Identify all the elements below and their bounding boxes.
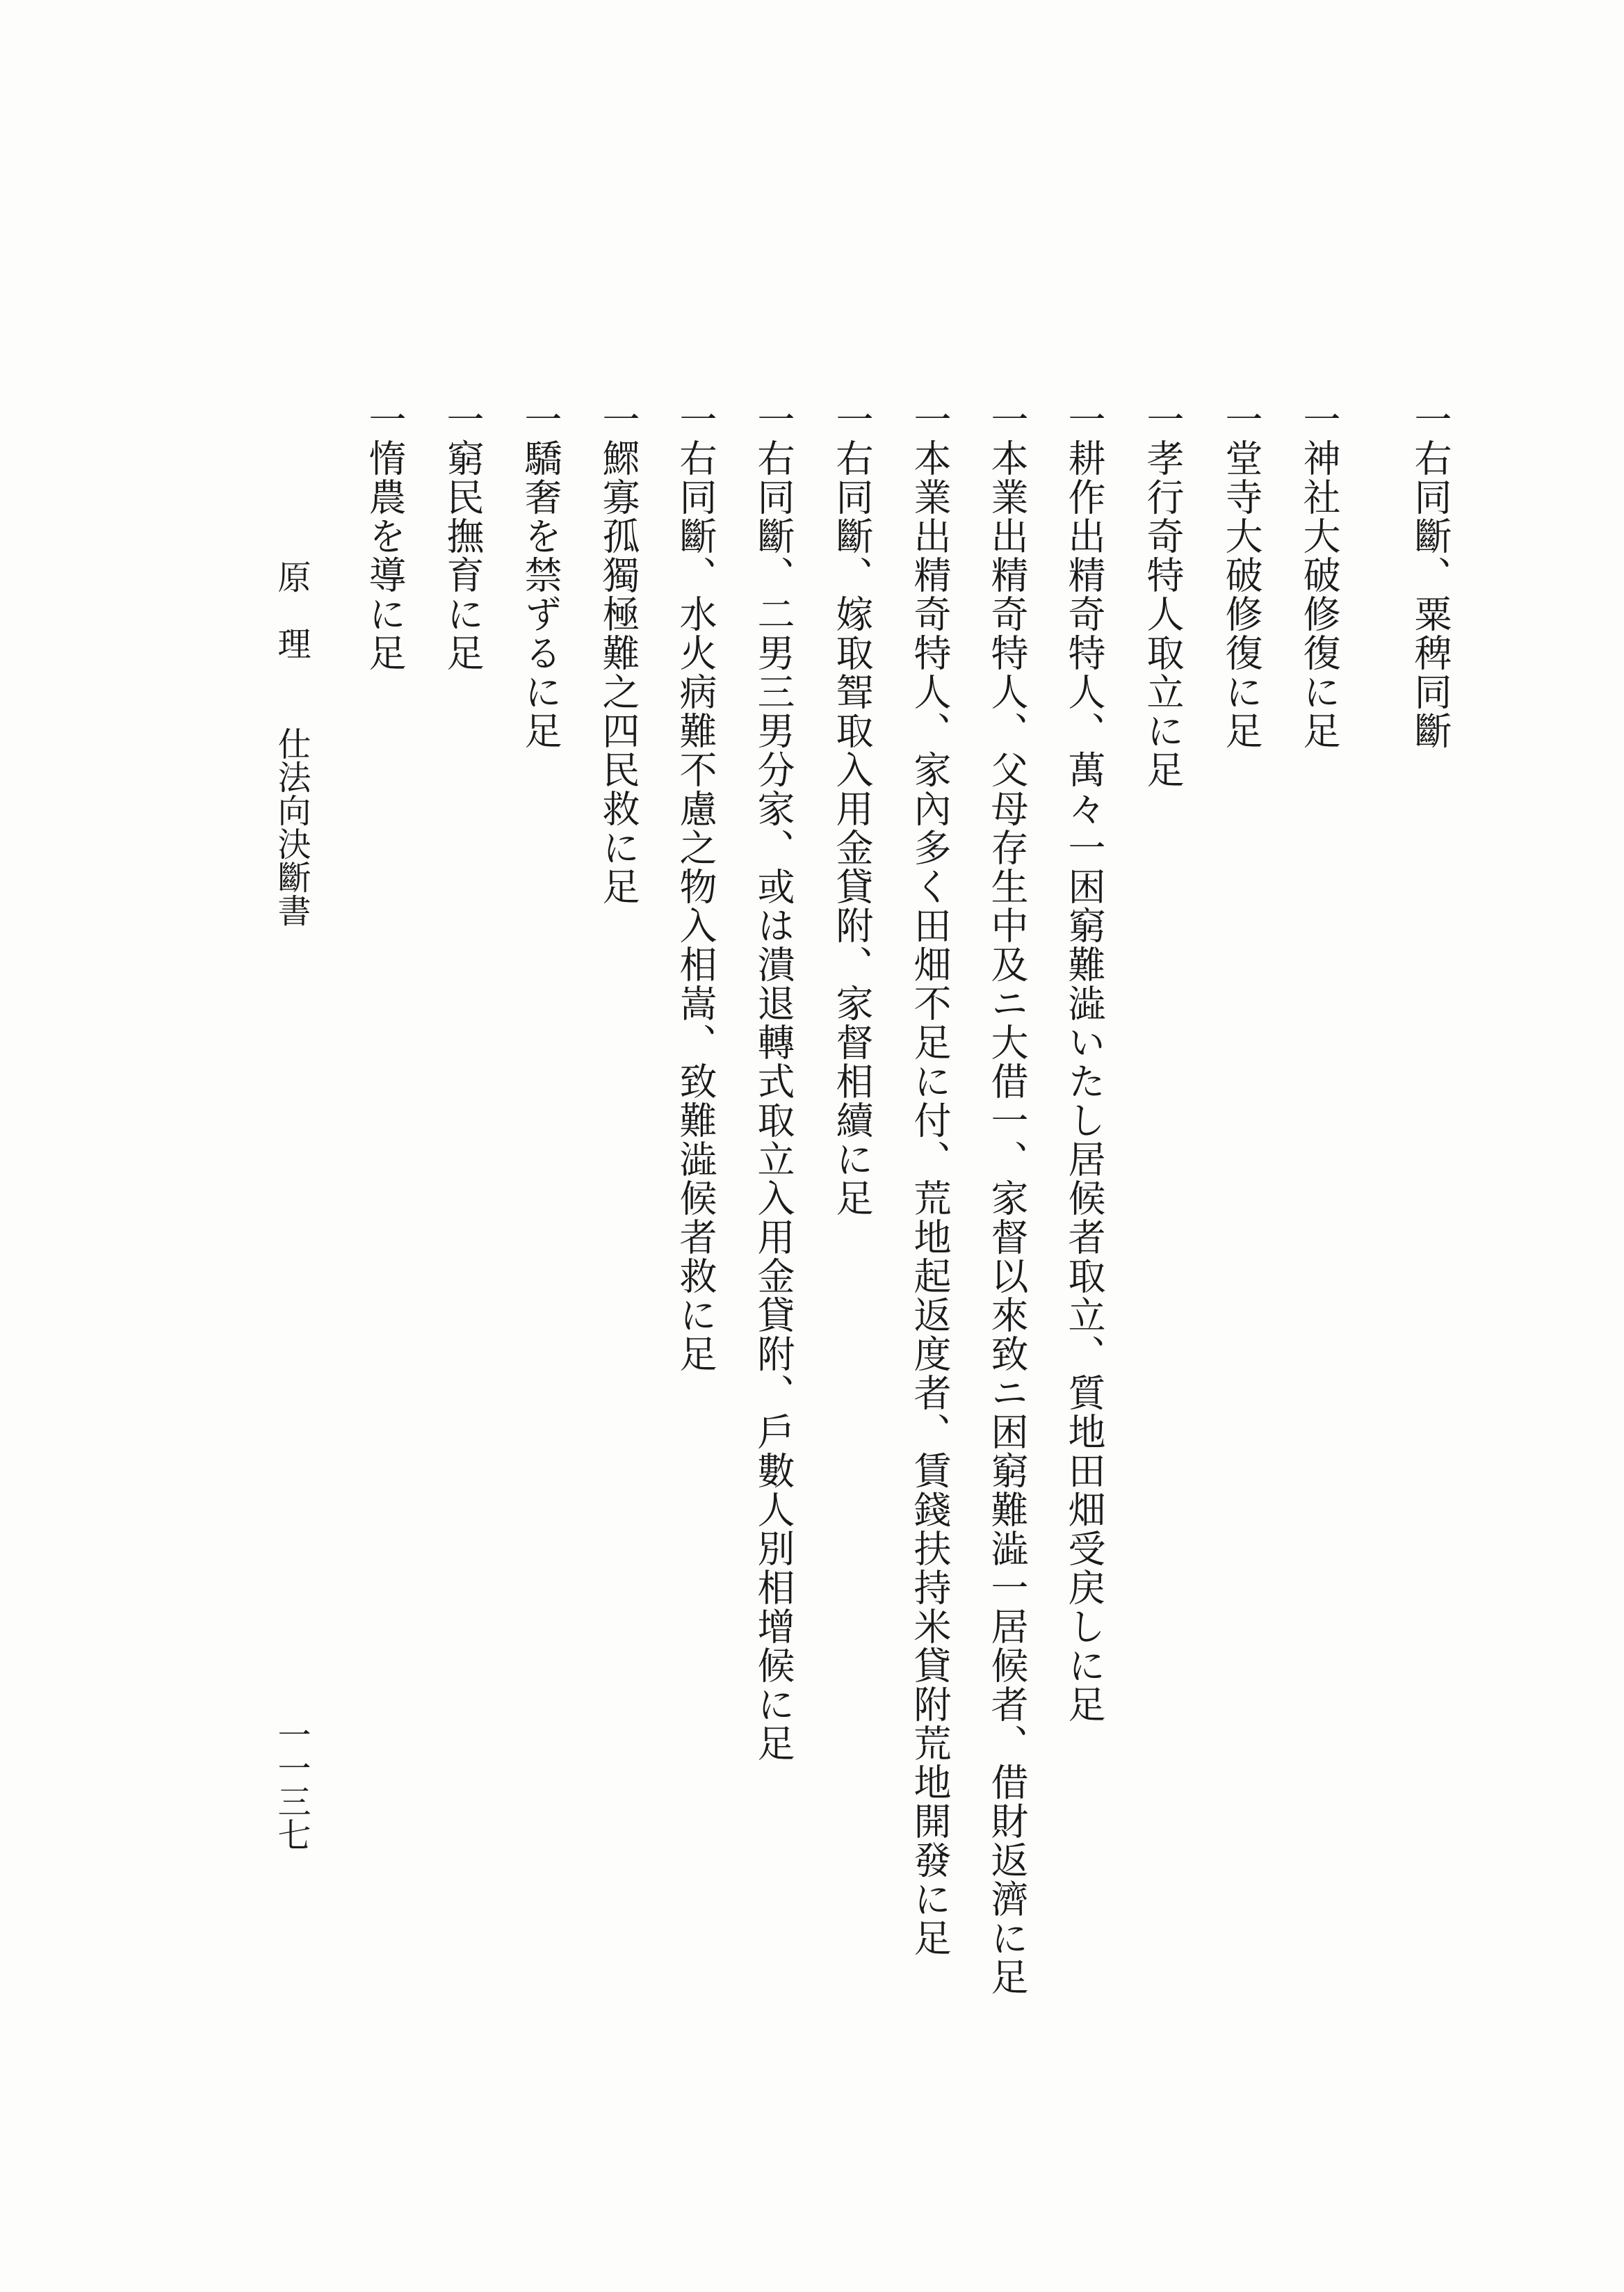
text-line-5: 一耕作出精奇特人、萬々一困窮難澁いたし居候者取立、質地田畑受戻しに足 bbox=[1062, 400, 1106, 1724]
text-line-2: 一神社大破修復に足 bbox=[1297, 400, 1341, 750]
running-header-title: 原 理 仕法向決斷書 bbox=[272, 560, 311, 927]
text-line-4: 一孝行奇特人取立に足 bbox=[1141, 400, 1185, 789]
text-line-9: 一右同斷、二男三男分家、或は潰退轉式取立入用金貸附、戶數人別相增候に足 bbox=[752, 400, 795, 1763]
text-line-10: 一右同斷、水火病難不慮之物入相嵩、致難澁候者救に足 bbox=[674, 400, 717, 1373]
text-line-6: 一本業出精奇特人、父母存生中及ニ大借一、家督以來致ニ困窮難澁一居候者、借財返濟に足 bbox=[985, 400, 1029, 1996]
text-line-1: 一右同斷、粟稗同斷 bbox=[1408, 400, 1452, 750]
page-number: 一一三七 bbox=[272, 1718, 311, 1851]
text-line-13: 一窮民撫育に足 bbox=[441, 400, 485, 672]
text-line-3: 一堂寺大破修復に足 bbox=[1219, 400, 1263, 750]
text-line-12: 一驕奢を禁ずるに足 bbox=[519, 400, 562, 750]
text-line-11: 一鰥寡孤獨極難之四民救に足 bbox=[596, 400, 640, 906]
text-line-7: 一本業出精奇特人、家內多く田畑不足に付、荒地起返度者、賃錢扶持米貸附荒地開發に足 bbox=[908, 400, 952, 1958]
text-line-8: 一右同斷、嫁取聟取入用金貸附、家督相續に足 bbox=[830, 400, 874, 1218]
text-line-14: 一惰農を導に足 bbox=[363, 400, 407, 672]
